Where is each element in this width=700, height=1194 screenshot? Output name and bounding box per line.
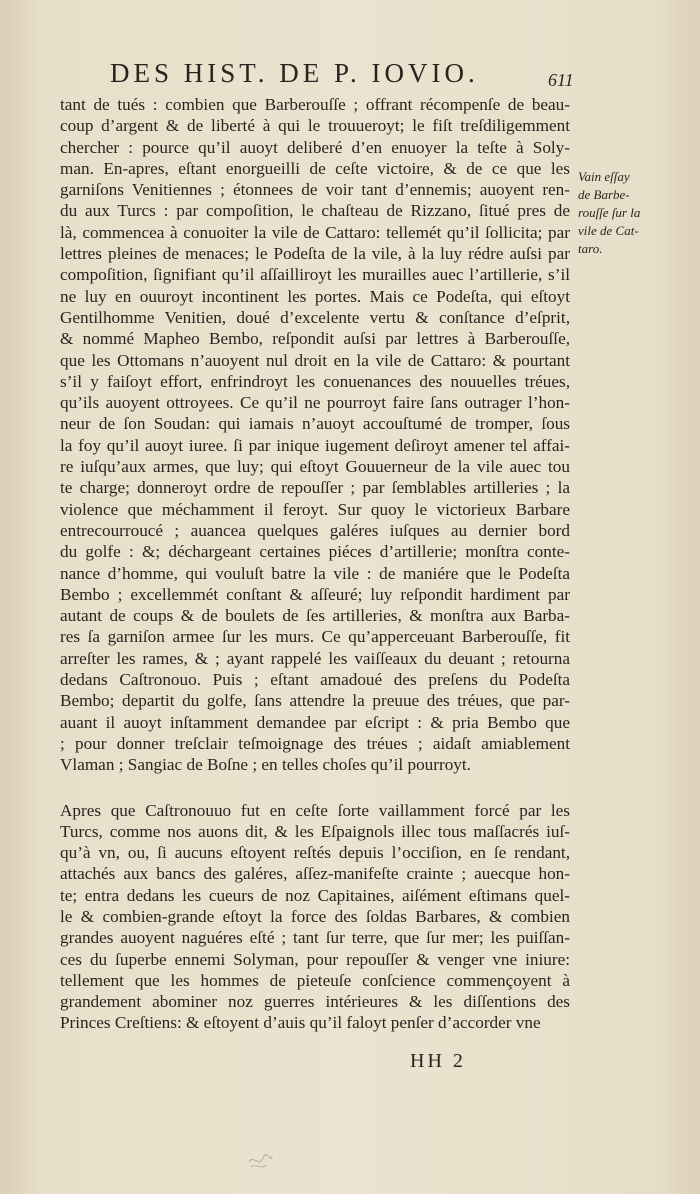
text-line: res ſa garniſon armee ſur les murs. Ce qu’apperceuant Barberouſſe, fit — [60, 627, 570, 647]
text-line: autant de coups & de boulets de ſes artilleries, & monſtra aux Barba- — [60, 606, 570, 626]
text-line: coup d’argent & de liberté à qui le trouueroyt; le fiſt treſdiligemment — [60, 116, 570, 136]
text-line: re iuſqu’aux armes, que luy; qui eſtoyt Gouuerneur de la vile auec tou — [60, 457, 570, 477]
text-line: tellement que les hommes de pieteuſe conſcience commençoyent à — [60, 970, 570, 990]
text-line: & nommé Mapheo Bembo, reſpondit auſsi par lettres à Barberouſſe, — [60, 329, 570, 349]
text-line: violence que méchamment il feroyt. Sur quoy le victorieux Barbare — [60, 499, 570, 519]
text-line: là, commencea à conuoiter la vile de Cattaro: tellemét qu’il ſollicita; par — [60, 222, 570, 242]
text-line: qu’ils auoyent ottroyees. Ce qu’il ne pourroyt faire ſans outrager l’hon- — [60, 393, 570, 413]
text-line: la foy qu’il auoyt iuree. ſi par inique iugement deſiroyt amener tel affai- — [60, 435, 570, 455]
text-line: tant de tués : combien que Barberouſſe ; offrant récompenſe de beau- — [60, 95, 570, 114]
ink-smudge-icon — [245, 1150, 275, 1172]
text-line: ne luy en ouuroyt incontinent les portes. Mais ce Podeſta, qui eſtoyt — [60, 286, 570, 306]
text-line: du golfe : &; déchargeant certaines piéces d’artillerie; monſtra conte- — [60, 542, 570, 562]
text-line: Princes Creſtiens: & eſtoyent d’auis qu’il faloyt penſer d’accorder vne — [60, 1013, 541, 1033]
paragraph-1 — [60, 94, 570, 776]
text-line: chercher : pource qu’il auoyt deliberé d’en enuoyer la teſte à Soly- — [60, 137, 570, 157]
text-line: grandes auoyent naguéres eſté ; tant ſur terre, que ſur mer; les puiſſan- — [60, 928, 570, 948]
paragraph-gap — [60, 776, 570, 800]
text-line: dedans Caſtronouo. Puis ; eſtant amadoué des preſens du Podeſta — [60, 670, 570, 690]
text-line: s’il y faiſoyt effort, enfrindroyt les conuenances des nouuelles tréues, — [60, 371, 570, 391]
text-line: neur de ſon Soudan: qui iamais n’auoyt accouſtumé de tromper, ſous — [60, 414, 570, 434]
text-line: du aux Turcs : par compoſition, le chaſteau de Rizzano, ſitué pres de — [60, 201, 570, 221]
text-line: auant il auoyt inſtamment demandee par eſcript : & pria Bembo que — [60, 712, 570, 732]
text-line: qu’à vn, ou, ſi aucuns eſtoyent reſtés depuis l’occiſion, en ſe rendant, — [60, 843, 570, 863]
text-line: Vlaman ; Sangiac de Boſne ; en telles choſes qu’il pourroyt. — [60, 755, 471, 775]
running-title: DES HIST. DE P. IOVIO. — [110, 58, 479, 88]
text-line: ces du ſuperbe ennemi Solyman, pour repouſſer & venger vne iniure: — [60, 949, 570, 969]
marginal-note-line: de Barbe- — [578, 187, 630, 202]
marginal-note-line: taro. — [578, 241, 603, 256]
paragraph-2 — [60, 800, 570, 1034]
text-line: que les Ottomans n’auoyent nul droit en la vile de Cattaro: & pourtant — [60, 350, 570, 370]
text-line: Turcs, comme nos auons dit, & les Eſpaignols illec tous maſſacrés iuſ- — [60, 821, 570, 841]
text-line: grandement abominer noz guerres intérieures & les diſſentions des — [60, 992, 570, 1012]
signature-mark: HH 2 — [410, 1050, 466, 1072]
text-line: entrecourroucé ; auancea quelques galéres iuſques au dernier bord — [60, 520, 570, 540]
text-line: Gentilhomme Venitien, doué d’excelente vertu & conſtance d’eſprit, — [60, 307, 570, 327]
text-line: Bembo ; excellemmét conſtant & aſſeuré; luy reſpondit hardiment par — [60, 584, 570, 604]
text-line: Apres que Caſtronouuo fut en ceſte ſorte vaillamment forcé par les — [60, 800, 570, 820]
text-line: ; pour donner treſclair teſmoignage des tréues ; aidaſt amiablement — [60, 733, 570, 753]
marginal-note-line: vile de Cat- — [578, 223, 639, 238]
text-line: arreſter les rames, & ; ayant rappelé les vaiſſeaux du deuant ; retourna — [60, 648, 570, 668]
text-line: attachés aux bancs des galéres, aſſez-manifeſte crainte ; auecque hon- — [60, 864, 570, 884]
page-number: 611 — [548, 70, 574, 90]
text-line: te; entra dedans les cueurs de noz Capitaines, aiſément eſtimans quel- — [60, 885, 570, 905]
body-text — [60, 94, 570, 1034]
text-line: man. En-apres, eſtant enorgueilli de ceſte victoire, & de ce que les — [60, 158, 570, 178]
text-line: Bembo; departit du golfe, ſans attendre la preuue des tréues, que par- — [60, 691, 570, 711]
text-line: nance d’homme, qui vouluſt batre la vile : de maniére que le Podeſta — [60, 563, 570, 583]
text-line: te charge; donneroyt ordre de repouſſer ; par ſemblables artilleries ; la — [60, 478, 570, 498]
marginal-note — [578, 168, 688, 258]
marginal-note-line: rouſſe ſur la — [578, 205, 641, 220]
text-line: le & combien-grande eſtoyt la force des ſoldas Barbares, & combien — [60, 906, 570, 926]
text-line: compoſition, ſignifiant qu’il aſſailliroyt les murailles auec l’artillerie, s’il — [60, 265, 570, 285]
text-line: garniſons Venitiennes ; étonnees de voir tant d’ennemis; auoyent ren- — [60, 180, 570, 200]
marginal-note-line: Vain eſſay — [578, 169, 630, 184]
text-line: lettres pleines de menaces; le Podeſta de la vile, à la luy rédre auſsi par — [60, 244, 570, 264]
